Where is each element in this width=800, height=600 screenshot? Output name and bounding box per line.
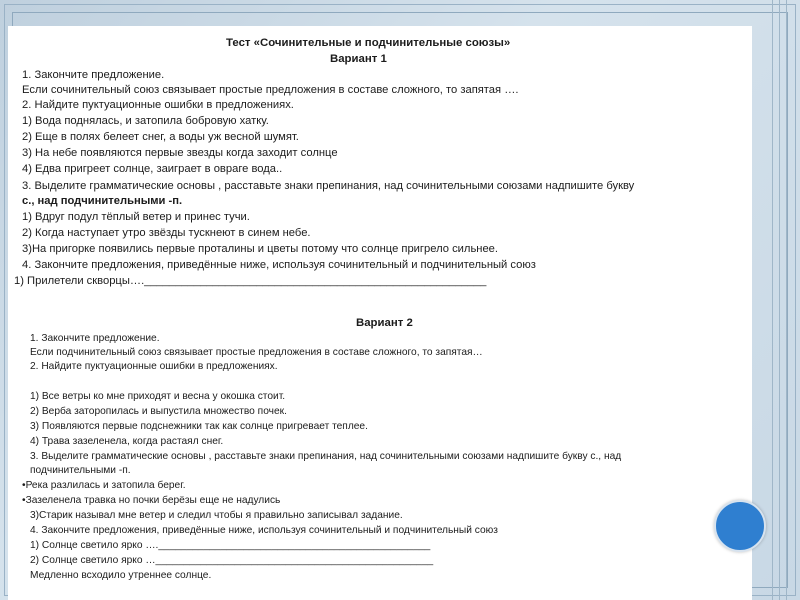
decor-rail-3 bbox=[786, 0, 787, 600]
v2-line: •Река разлилась и затопила берег. bbox=[22, 480, 186, 491]
v2-line: 2. Найдите пуктуационные ошибки в предложениях. bbox=[30, 361, 278, 372]
v1-line: 1) Прилетели скворцы…._______________________________________________________ bbox=[14, 275, 487, 287]
v2-line: 1) Все ветры ко мне приходят и весна у окошка стоит. bbox=[30, 391, 286, 402]
v1-line: 3)На пригорке появились первые проталины и цветы потому что солнце пригрело сильнее. bbox=[22, 243, 498, 255]
v2-line: 2) Верба заторопилась и выпустила множество почек. bbox=[30, 406, 287, 417]
v1-line: 3) На небе появляются первые звезды когда заходит солнце bbox=[22, 147, 338, 159]
v2-line: 3) Появляются первые подснежники так как солнце пригревает теплее. bbox=[30, 421, 368, 432]
v2-line: •Зазеленела травка но почки берёзы еще не надулись bbox=[22, 495, 281, 506]
v2-line: 4) Трава зазеленела, когда растаял снег. bbox=[30, 436, 224, 447]
v2-line: 2) Солнце светило ярко …_________________________________________________ bbox=[30, 555, 434, 566]
v2-line: подчинительными -п. bbox=[30, 465, 131, 476]
v1-line: 4) Едва пригреет солнце, заиграет в овраге вода.. bbox=[22, 163, 283, 175]
v1-line: 2) Еще в полях белеет снег, а воды уж весной шумят. bbox=[22, 131, 299, 143]
document-title: Тест «Сочинительные и подчинительные союзы» bbox=[226, 37, 511, 49]
v2-line: Если подчинительный союз связывает простые предложения в составе сложного, то запятая… bbox=[30, 347, 483, 358]
v2-line: 3. Выделите грамматические основы , расставьте знаки препинания, над сочинительными союзами надпишите букву с., над bbox=[30, 451, 622, 462]
v2-line: 4. Закончите предложения, приведённые ниже, используя сочинительный и подчинительный союз bbox=[30, 525, 498, 536]
decor-rail-2 bbox=[779, 0, 780, 600]
v1-line: 3. Выделите грамматические основы , расставьте знаки препинания, над сочинительными союзами надпишите букву bbox=[22, 180, 635, 192]
v2-line: 1. Закончите предложение. bbox=[30, 333, 160, 344]
v1-line: 1) Вдруг подул тёплый ветер и принес тучи. bbox=[22, 211, 250, 223]
document-page bbox=[8, 26, 752, 600]
decor-rail-1 bbox=[772, 0, 773, 600]
v1-line: 4. Закончите предложения, приведённые ниже, используя сочинительный и подчинительный союз bbox=[22, 259, 536, 271]
variant1-heading: Вариант 1 bbox=[330, 53, 387, 65]
v1-line: 1) Вода поднялась, и затопила бобровую хатку. bbox=[22, 115, 269, 127]
v1-line: с., над подчинительными -п. bbox=[22, 195, 183, 207]
blue-circle-decoration bbox=[714, 500, 766, 552]
v2-line: 1) Солнце светило ярко ….________________________________________________ bbox=[30, 540, 431, 551]
v1-line: 1. Закончите предложение. bbox=[22, 69, 165, 81]
v1-line: 2) Когда наступает утро звёзды тускнеют в синем небе. bbox=[22, 227, 311, 239]
v1-line: Если сочинительный союз связывает простые предложения в составе сложного, то запятая …. bbox=[22, 84, 519, 96]
v1-line: 2. Найдите пуктуационные ошибки в предложениях. bbox=[22, 99, 294, 111]
v2-line: Медленно всходило утреннее солнце. bbox=[30, 570, 212, 581]
variant2-heading: Вариант 2 bbox=[356, 317, 413, 329]
v2-line: 3)Старик называл мне ветер и следил чтобы я правильно записывал задание. bbox=[30, 510, 403, 521]
